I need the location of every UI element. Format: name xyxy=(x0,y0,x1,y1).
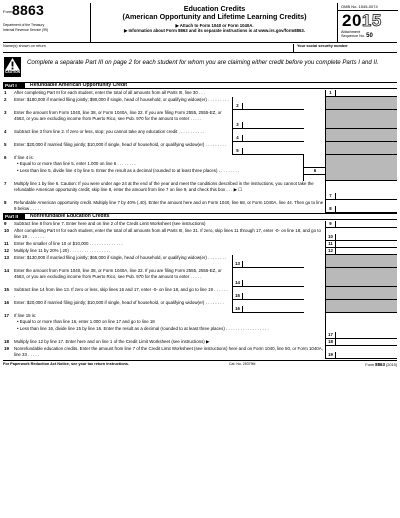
line-number: 16 xyxy=(4,300,10,305)
line-text: Subtract line 8 from line 7. Enter here and on line 2 of the Credit Limit Worksheet (see instructions) xyxy=(14,221,206,226)
form-id-block xyxy=(3,3,91,43)
form-title-block xyxy=(92,3,337,43)
form-number: 8863 xyxy=(12,2,44,18)
tax-year-prefix: 20 xyxy=(342,11,362,30)
shaded-column xyxy=(325,110,397,129)
form-year-block xyxy=(337,3,397,43)
line-6-decimal-field[interactable] xyxy=(303,155,325,181)
line-10-box-number: 10 xyxy=(326,234,336,240)
line-text: Subtract line 14 from line 13. If zero or less, skip lines 16 and 17, enter -0- on line 18, and go to line 19 . . . . . . . xyxy=(14,287,228,298)
line-6 xyxy=(3,155,397,181)
line-2-box-number: 2 xyxy=(233,103,243,109)
footer-year: (2015) xyxy=(386,363,397,367)
line-11 xyxy=(3,241,397,248)
line-number: 18 xyxy=(4,339,10,344)
line-9-amount-field[interactable] xyxy=(325,221,397,228)
line-number: 3 xyxy=(4,110,7,115)
line-9 xyxy=(3,221,397,228)
line-12-box-number: 12 xyxy=(326,248,336,254)
line-16-box-number: 16 xyxy=(233,306,243,312)
line-number: 11 xyxy=(4,241,9,246)
caution-icon xyxy=(4,57,21,77)
line-text: Enter: $20,000 if married filing jointly; $10,000 if single, head of household, or qualifying widow(er) . . . . . . . . xyxy=(14,300,224,305)
line-3-box-number: 3 xyxy=(233,122,243,128)
line-7-box-number: 7 xyxy=(326,193,336,199)
shaded-column xyxy=(325,97,397,110)
line-4-amount-field[interactable] xyxy=(232,129,304,142)
line-13-box-number: 13 xyxy=(233,261,243,267)
line-text: Multiply line 12 by line 17. Enter here and on line 1 of the Credit Limit Worksheet (see instructions) ▶ xyxy=(14,339,210,344)
taxpayer-name-row[interactable] xyxy=(3,43,397,53)
line-text: Multiply line 11 by 20% (.20) . . . . . . . . . . . . . . . . . xyxy=(14,248,111,253)
line-5 xyxy=(3,142,397,155)
line-4-box-number: 4 xyxy=(233,135,243,141)
part2-header xyxy=(3,213,397,220)
line-number: 7 xyxy=(4,181,7,186)
line-text: If line 4 is: xyxy=(14,155,34,160)
line-3 xyxy=(3,110,397,129)
line-number: 1 xyxy=(4,90,7,95)
part1-title: Refundable American Opportunity Credit xyxy=(30,82,128,88)
line-14-box-number: 14 xyxy=(233,280,243,286)
line-text: Enter: $130,000 if married filing jointly; $65,000 if single, head of household, or qualifying widow(er) . . . . . . . . xyxy=(14,255,227,260)
line-number: 9 xyxy=(4,221,7,226)
line-1-box-number: 1 xyxy=(326,90,336,96)
line-18-amount-field[interactable] xyxy=(325,339,397,346)
line-11-amount-field[interactable] xyxy=(325,241,397,248)
attachment-label: Attachment xyxy=(341,30,361,34)
part2-tag: Part II xyxy=(3,214,25,219)
attachment-sequence xyxy=(341,30,373,39)
tax-year xyxy=(342,11,382,31)
line-19 xyxy=(3,346,397,359)
omb-number: OMB No. 1545-0074 xyxy=(338,4,398,11)
line-text: Enter: $180,000 if married filing jointly; $90,000 if single, head of household, or qualifying widow(er) . . . . . . . . . xyxy=(14,97,229,102)
line-10 xyxy=(3,228,397,241)
name-label: Name(s) shown on return xyxy=(3,44,46,48)
line-14-amount-field[interactable] xyxy=(232,268,304,287)
line-4 xyxy=(3,129,397,142)
line-18 xyxy=(3,339,397,346)
line-19-box-number: 19 xyxy=(326,352,336,358)
line-9-box-number: 9 xyxy=(326,221,336,227)
line-16-amount-field[interactable] xyxy=(232,300,304,313)
line-text: Refundable American opportunity credit. Multiply line 7 by 40% (.40). Enter the amount here and on Form 1040, line 68, or Form 1040A, line 44. Then go to line 9 below . . . . . xyxy=(14,200,324,211)
line-8-box-number: 8 xyxy=(326,206,336,212)
line-text: Enter the amount from Form 1040, line 38, or Form 1040A, line 22. If you are filing Form 2555, 2555-EZ, or 4563, or you are excluding income from Puerto Rico, see Pub. 970 for the amount to enter . . . . . xyxy=(14,268,222,279)
line-6-option-b: • Less than line 5, divide line 4 by line 5. Enter the result as a decimal (rounded to at least three places) . . . . . . . . . xyxy=(17,168,240,173)
line-17-box-number: 17 xyxy=(326,332,336,338)
line-number: 2 xyxy=(4,97,7,102)
line-text: Enter the smaller of line 10 or $10,000 . . . . . . . . . . . . . . xyxy=(14,241,123,246)
line-19-amount-field[interactable] xyxy=(325,346,397,359)
form-subtitle: (American Opportunity and Lifetime Learning Credits) xyxy=(122,12,307,21)
line-17-decimal-field[interactable] xyxy=(325,313,397,339)
line-8 xyxy=(3,200,397,213)
line-number: 13 xyxy=(4,255,10,260)
shaded-column xyxy=(325,300,397,313)
line-text: After completing Part III for each student, enter the total of all amounts from all Parts III, line 31. If zero, skip lines 11 through 17, enter -0- on line 18, and go to line 19 . . . . . . . xyxy=(14,228,321,239)
line-number: 15 xyxy=(4,287,10,292)
sequence-number: 50 xyxy=(366,33,373,40)
line-text: After completing Part III for each student, enter the total of all amounts from all Parts III, line 30 . . . xyxy=(14,90,206,95)
part1-header xyxy=(3,82,397,89)
line-14 xyxy=(3,268,397,287)
line-17 xyxy=(3,313,397,339)
footer-form-id xyxy=(365,362,397,367)
irs-line: Internal Revenue Service (99) xyxy=(3,28,49,32)
line-6-box-number: 6 xyxy=(304,167,326,175)
line-17-option-a: • Equal to or more than line 16, enter 1.000 on line 17 and go to line 18 xyxy=(17,319,155,324)
line-11-box-number: 11 xyxy=(326,241,336,247)
line-text[interactable]: Multiply line 1 by line 6. Caution: If you were under age 24 at the end of the year and meet the conditions described in the instructions, you cannot take the refundable American opportunity credit; skip line 8, enter the amount from line 7 on line 9, and check this box . . . ▶ ☐ xyxy=(14,181,314,192)
tax-year-suffix: 15 xyxy=(361,11,382,30)
line-number: 4 xyxy=(4,129,7,134)
caution-text: Complete a separate Part III on page 2 for each student for whom you are claiming either credit before you complete Parts I and II. xyxy=(27,59,379,66)
line-number: 19 xyxy=(4,346,10,351)
line-number: 8 xyxy=(4,200,7,205)
footer-form-number: 8863 xyxy=(375,362,385,367)
footer-form-label: Form xyxy=(365,363,375,367)
line-12 xyxy=(3,248,397,255)
line-8-amount-field[interactable] xyxy=(325,200,397,213)
caution-label: CAUTION xyxy=(4,70,21,74)
line-7 xyxy=(3,181,397,200)
line-6-option-a: • Equal to or more than line 5, enter 1.000 on line 6 . . . . . . . . xyxy=(17,161,136,166)
line-1 xyxy=(3,90,397,97)
shaded-column xyxy=(325,129,397,142)
form-footer xyxy=(3,360,397,368)
department-line: Department of the Treasury xyxy=(3,23,45,27)
shaded-column xyxy=(325,287,397,300)
line-15-box-number: 15 xyxy=(233,293,243,299)
line-1-amount-field[interactable] xyxy=(325,90,397,97)
info-note: ▶ Information about Form 8863 and its separate instructions is at www.irs.gov/form8863. xyxy=(123,28,306,33)
line-16 xyxy=(3,300,397,313)
line-text: Enter: $20,000 if married filing jointly; $10,000 if single, head of household, or qualifying widow(er) . . . . . . . . . xyxy=(14,142,227,147)
shaded-column xyxy=(325,142,397,155)
line-5-box-number: 5 xyxy=(233,148,243,154)
part2-title: Nonrefundable Education Credits xyxy=(30,213,110,219)
form-title: Education Credits xyxy=(183,4,246,13)
line-text: Subtract line 3 from line 2. If zero or less, stop; you cannot take any education credit . . . . . . . . . . . xyxy=(14,129,205,134)
line-13-amount-field[interactable] xyxy=(232,255,304,268)
shaded-column xyxy=(325,155,397,181)
line-number: 6 xyxy=(4,155,7,160)
line-number: 17 xyxy=(4,313,10,318)
line-number: 12 xyxy=(4,248,10,253)
shaded-column xyxy=(325,255,397,268)
line-13 xyxy=(3,255,397,268)
line-5-amount-field[interactable] xyxy=(232,142,304,155)
line-3-amount-field[interactable] xyxy=(232,110,304,129)
line-number: 10 xyxy=(4,228,10,233)
form-label: Form xyxy=(3,9,13,14)
line-7-amount-field[interactable] xyxy=(325,181,397,200)
shaded-column xyxy=(325,268,397,287)
line-number: 14 xyxy=(4,268,10,273)
line-18-box-number: 18 xyxy=(326,339,336,345)
form-header xyxy=(3,3,397,43)
part1-tag: Part I xyxy=(3,83,25,88)
line-2 xyxy=(3,97,397,110)
paperwork-notice: For Paperwork Reduction Act Notice, see your tax return instructions. xyxy=(3,362,130,366)
catalog-number: Cat. No. 25379M xyxy=(229,362,256,366)
caution-notice xyxy=(3,55,397,81)
line-number: 5 xyxy=(4,142,7,147)
line-15 xyxy=(3,287,397,300)
line-10-amount-field[interactable] xyxy=(325,228,397,241)
sequence-label: Sequence No. xyxy=(341,34,366,39)
line-text: Enter the amount from Form 1040, line 38, or Form 1040A, line 22. If you are filing Form 2555, 2555-EZ, or 4563, or you are excluding income from Puerto Rico, see Pub. 970 for the amount to enter . . . . . xyxy=(14,110,222,121)
line-text: If line 15 is: xyxy=(14,313,37,318)
line-12-amount-field[interactable] xyxy=(325,248,397,255)
line-text: Nonrefundable education credits. Enter the amount from line 7 of the Credit Limit Worksheet (see instructions) here and on Form 1040, line 50, or Form 1040A, line 33 . . . . . xyxy=(14,346,323,357)
line-17-option-b: • Less than line 16, divide line 15 by line 16. Enter the result as a decimal (rounded to at least three places) . . . . . . . . . . . . . . . . . . xyxy=(17,326,269,331)
line-15-amount-field[interactable] xyxy=(232,287,304,300)
line-2-amount-field[interactable] xyxy=(232,97,304,110)
ssn-label[interactable]: Your social security number xyxy=(293,44,348,53)
attach-note: ▶ Attach to Form 1040 or Form 1040A. xyxy=(175,23,254,28)
